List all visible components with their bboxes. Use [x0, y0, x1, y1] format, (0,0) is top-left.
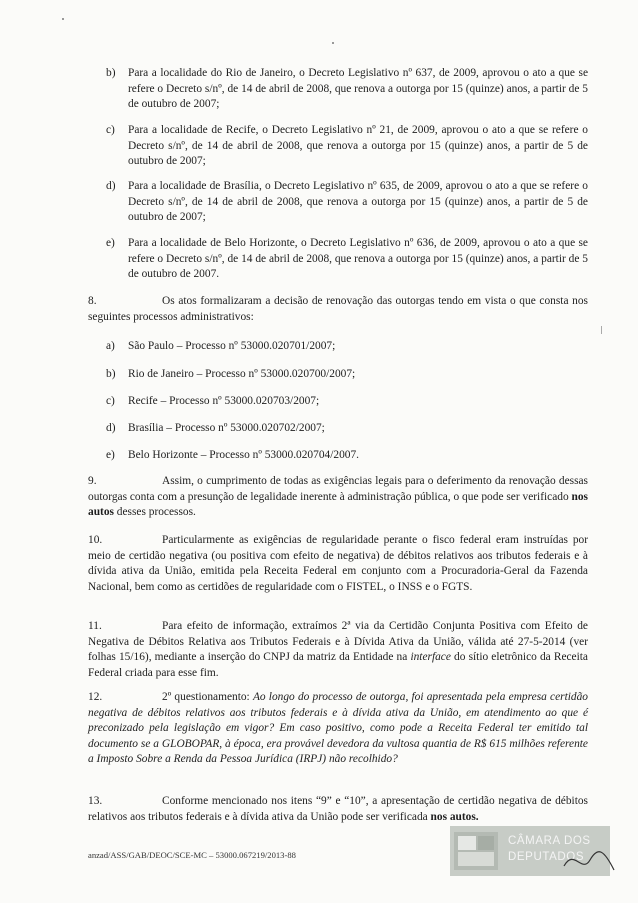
paragraph-text — [88, 619, 588, 681]
list-item — [106, 66, 588, 113]
text-run: desses processos. — [113, 506, 196, 519]
item-text: Belo Horizonte – Processo nº 53000.020704/2007. — [128, 449, 360, 461]
paragraph-13 — [88, 794, 588, 825]
paragraph-number: 8. — [88, 295, 97, 307]
process-item — [106, 394, 319, 409]
paragraph-text — [88, 474, 588, 521]
paragraph-number: 11. — [88, 620, 102, 632]
paragraph-text: Particularmente as exigências de regularidade perante o fisco federal eram instruídas por meio de certidão negativa (ou positiva com efeito de negativa) de débitos relativos aos tributos federais e à dívida ativa da União, emitida pela Receita Federal em conjunto com a Procuradoria-Geral da Fazenda Nacional, bem como as certidões de regularidade com o FISTEL, o INSS e o FGTS. — [88, 534, 588, 593]
process-item — [106, 421, 325, 436]
item-text: Para a localidade de Recife, o Decreto Legislativo nº 21, de 2009, aprovou o ato a que se refere o Decreto s/nº, de 14 de abril de 2008, que renova a outorga por 15 (quinze) anos, a partir de 5 de outubro de 2007; — [128, 124, 588, 168]
scan-speck — [62, 18, 64, 20]
item-label: b) — [106, 368, 116, 380]
italic-run: Ao longo do processo de outorga, foi apresentada pela empresa certidão negativa de débitos relativos aos tributos federais e à dívida ativa da União, em atendimento ao que é preconizado pela legislação em vigor? Em caso positivo, como pode a Receita Federal ter emitido tal documento se a GLOBOPAR, à época, era provável devedora da vultosa quantia de R$ 615 milhões referente a Imposto Sobre a Renda da Pessoa Jurídica (IRPJ) não recolhido? — [88, 691, 588, 766]
text-run: 2º questionamento: — [162, 691, 253, 703]
item-label: e) — [106, 237, 115, 249]
text-run: Para efeito de informação, extraímos 2ª via da Certidão Conjunta Positiva com Efeito de Negativa de Débitos Relativa aos Tributos Federais e à Dívida Ativa da União, válida até 27-5-2014 (ver folhas 15/16), mediante a inserção do CNPJ da matriz da Entidade na — [88, 620, 588, 664]
item-label: c) — [106, 395, 115, 407]
text-run: do sítio eletrônico da Receita Federal criada para esse fim. — [88, 651, 588, 679]
signature-mark — [560, 840, 620, 880]
paragraph-text — [88, 794, 588, 825]
scan-speck — [601, 326, 602, 334]
process-item — [106, 367, 355, 382]
item-label: e) — [106, 449, 115, 461]
scan-speck — [332, 42, 334, 44]
bold-run: nos autos — [88, 490, 588, 519]
paragraph-11 — [88, 619, 588, 681]
item-label: b) — [106, 67, 116, 79]
camara-logo-icon — [454, 832, 498, 870]
item-text: Para a localidade de Belo Horizonte, o Decreto Legislativo nº 636, de 2009, aprovou o ato a que se refere o Decreto s/nº, de 14 de abril de 2008, que renova a outorga por 15 (quinze) anos, a partir de 5 de outubro de 2007. — [128, 237, 588, 281]
text-run: Conforme mencionado nos itens “9” e “10”, a apresentação de certidão negativa de débitos relativos aos tributos federais e à dívida ativa da União pode ser verificada — [88, 795, 588, 823]
paragraph-8 — [88, 294, 588, 325]
italic-run: interface — [410, 651, 451, 664]
stamp-line-2: DEPUTADOS — [508, 851, 585, 863]
paragraph-number: 12. — [88, 691, 103, 703]
list-item — [106, 179, 588, 226]
item-text: Brasília – Processo nº 53000.020702/2007; — [128, 422, 325, 434]
list-item — [106, 236, 588, 283]
item-text: Para a localidade de Brasília, o Decreto Legislativo nº 635, de 2009, aprovou o ato a que se refere o Decreto s/nº, de 14 de abril de 2008, que renova a outorga por 15 (quinze) anos, a partir de 5 de outubro de 2007; — [128, 180, 588, 224]
item-label: c) — [106, 124, 115, 136]
paragraph-text: Os atos formalizaram a decisão de renovação das outorgas tendo em vista o que consta nos seguintes processos administrativos: — [88, 295, 588, 323]
paragraph-9 — [88, 474, 588, 521]
list-item — [106, 123, 588, 170]
paragraph-number: 13. — [88, 795, 103, 807]
text-run: Assim, o cumprimento de todas as exigências legais para o deferimento da renovação dessas outorgas conta com a presunção de legalidade inerente à administração pública, o que pode ser verificado — [88, 475, 588, 503]
bold-run: nos autos. — [430, 810, 479, 823]
document-footer: anzad/ASS/GAB/DEOC/SCE-MC – 53000.067219/2013-88 — [88, 850, 296, 860]
paragraph-text — [88, 690, 588, 768]
paragraph-number: 10. — [88, 534, 103, 546]
process-item — [106, 448, 359, 463]
stamp-line-1: CÂMARA DOS — [508, 835, 591, 847]
process-item — [106, 339, 335, 354]
paragraph-12 — [88, 690, 588, 768]
item-text: Rio de Janeiro – Processo nº 53000.020700/2007; — [128, 368, 356, 380]
item-label: d) — [106, 180, 116, 192]
paragraph-number: 9. — [88, 475, 97, 487]
item-text: Para a localidade do Rio de Janeiro, o Decreto Legislativo nº 637, de 2009, aprovou o ato a que se refere o Decreto s/nº, de 14 de abril de 2008, que renova a outorga por 15 (quinze) anos, a partir de 5 de outubro de 2007; — [128, 67, 588, 111]
paragraph-10 — [88, 533, 588, 595]
item-text: São Paulo – Processo nº 53000.020701/2007; — [128, 340, 336, 352]
item-text: Recife – Processo nº 53000.020703/2007; — [128, 395, 320, 407]
item-label: a) — [106, 340, 115, 352]
item-label: d) — [106, 422, 116, 434]
